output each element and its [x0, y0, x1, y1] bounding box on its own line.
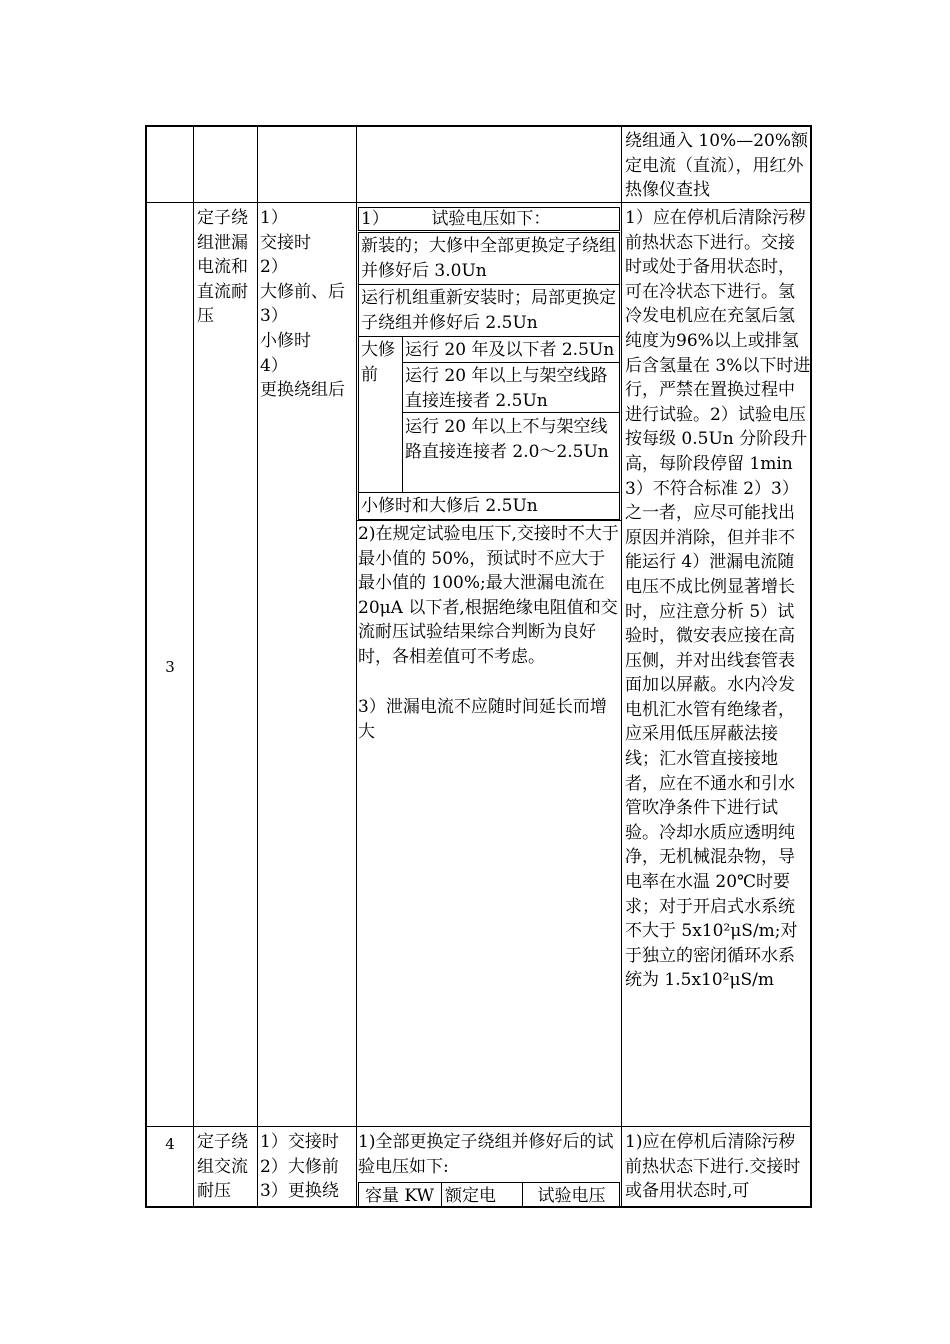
subtable-divider: [358, 492, 620, 493]
row-divider: [147, 1126, 810, 1127]
voltage-reinstall: 运行机组重新安装时；局部更换定子绕组并修好后 2.5Un: [361, 288, 616, 333]
voltage-20y-more-not-connected: 运行 20 年以上不与架空线路直接连接者 2.0～2.5Un: [405, 417, 609, 462]
period-line: 更换绕组后: [260, 380, 345, 401]
period-line: 大修前、后: [260, 281, 345, 302]
voltage-minor-repair: 小修时和大修后 2.5Un: [361, 496, 538, 516]
period-line: 2）: [260, 257, 288, 278]
row3-notes: 1）应在停机后清除污秽前热状态下进行。交接时或处于备用状态时，可在冷状态下进行。氢冷发电机应在充氢后氢纯度为96%以上或排氢后含氢量在 3%以下时进行，严禁在置换过程中进行试验。2）试验电压按每级 0.5Un 分阶段升高，每阶段停留 1min 3）不符合标准 2）3）之一者，应尽可能找出原因并消除，但并非不能运行 4）泄漏电流随电压不成比例显著增长时，应注意分析 5）试验时，微安表应接在高压侧，并对出线套管表面加以屏蔽。水内冷发电机汇水管有绝缘者，应采用低压屏蔽法接线；汇水管直接接地者，应在不通水和引水管吹净条件下进行试验。冷却水质应透明纯净，无机械混杂物，导电率在水温 20℃时要求；对于开启式水系统不大于 5x10²μS/m;对于独立的密闭循环水系统为 1.5x10²μS/m: [625, 208, 811, 991]
column-header-test-voltage: 试验电压: [537, 1186, 606, 1206]
period-line: 1）: [260, 208, 288, 228]
period-line: 4）: [260, 355, 288, 376]
column-divider: [356, 127, 357, 1206]
test-item: 定子绕组泄漏电流和直流耐压: [197, 208, 248, 327]
column-divider: [257, 127, 258, 1206]
period-line: 交接时: [260, 232, 311, 253]
voltage-title: 1） 试验电压如下：: [361, 209, 551, 229]
prev-row-notes: 绕组通入 10%—20%额定电流（直流），用红外热像仪查找: [625, 131, 808, 201]
test-standards-table: [145, 125, 812, 1208]
requirement-intro: 1)全部更换定子绕组并修好后的试验电压如下:: [358, 1132, 614, 1177]
requirement-3: 3）泄漏电流不应随时间延长而增大: [358, 697, 607, 742]
voltage-new-install: 新装的；大修中全部更换定子绕组并修好后 3.0Un: [361, 236, 616, 281]
subtable-divider: [441, 1183, 442, 1208]
test-item: 定子绕组交流耐压: [197, 1132, 248, 1202]
column-divider: [193, 127, 194, 1206]
row4-notes: 1)应在停机后清除污秽前热状态下进行.交接时或备用状态时,可: [625, 1132, 801, 1202]
voltage-20y-more-connected: 运行 20 年以上与架空线路直接连接者 2.5Un: [405, 366, 608, 411]
period-line: 1）交接时: [260, 1132, 339, 1152]
period-line: 3）更换绕: [260, 1181, 339, 1202]
voltage-20y-less: 运行 20 年及以下者 2.5Un: [405, 340, 615, 360]
requirement-2-box: [356, 520, 622, 521]
subtable-divider: [358, 284, 620, 285]
row-number: 3: [165, 658, 175, 676]
period-line: 小修时: [260, 330, 311, 351]
column-header-rated: 额定电: [445, 1186, 496, 1206]
voltage-overhaul-label: 大修前: [361, 340, 395, 385]
requirement-2: 2)在规定试验电压下,交接时不大于最小值的 50%，预试时不应大于最小值的 100%;最大泄漏电流在 20μA 以下者,根据绝缘电阻值和交流耐压试验结果综合判断为良好时，各相差值可不考虑。: [358, 524, 619, 667]
row-number: 4: [165, 1135, 175, 1153]
subtable-divider: [358, 336, 620, 337]
subtable-divider: [402, 337, 403, 493]
period-line: 2）大修前: [260, 1156, 339, 1177]
test-period: [260, 1130, 354, 1204]
column-divider: [621, 127, 622, 1206]
test-period: [260, 206, 354, 403]
period-line: 3）: [260, 306, 288, 327]
column-header-capacity: 容量 KW: [365, 1186, 434, 1206]
